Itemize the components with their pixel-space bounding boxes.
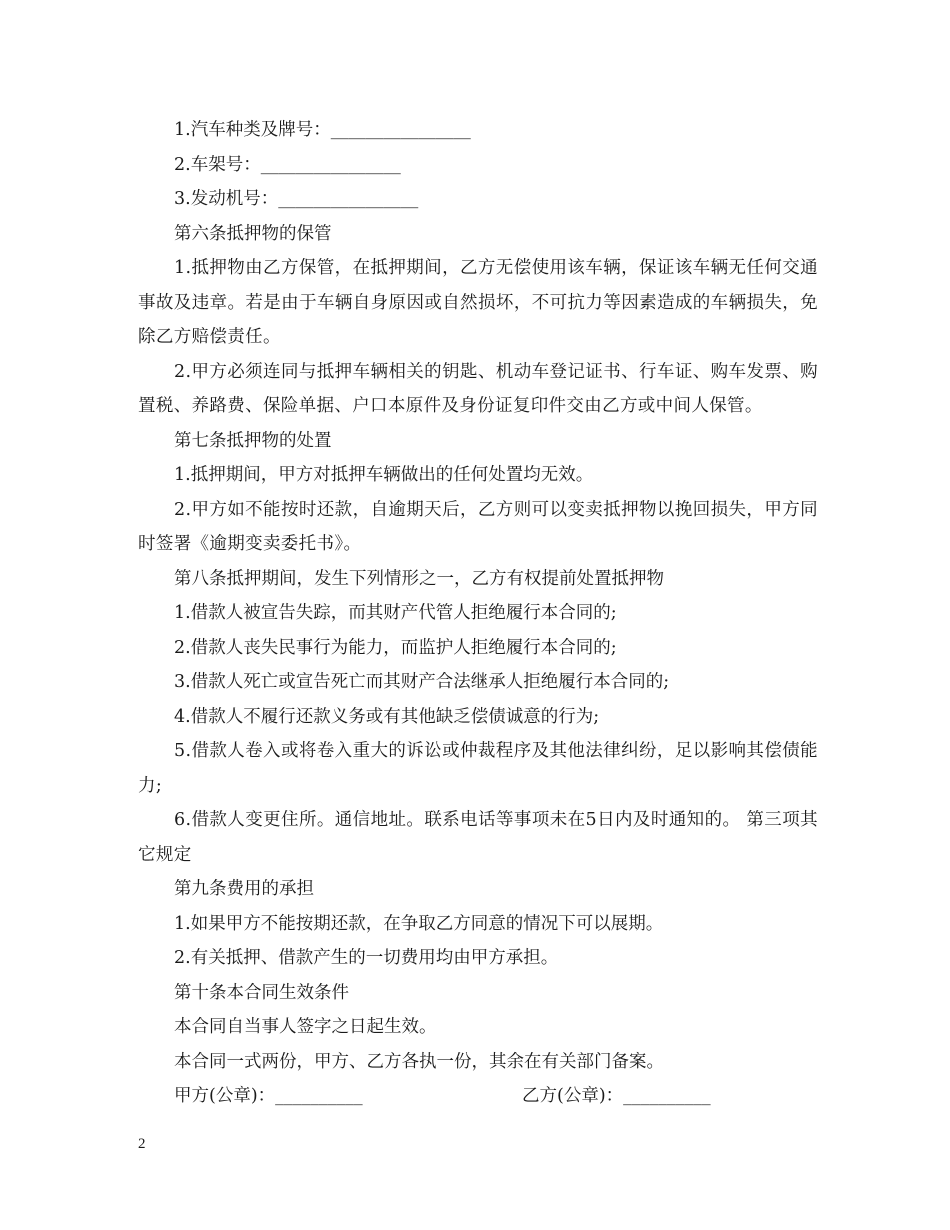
article-10-heading: 第十条本合同生效条件 [174,982,349,1003]
frame-number-blank: ________________ [260,154,401,175]
article-8-heading: 第八条抵押期间，发生下列情形之一，乙方有权提前处置抵押物 [174,568,664,589]
signature-row [138,1079,818,1114]
article-7-clause-2: 2.甲方如不能按时还款，自逾期天后，乙方则可以变卖抵押物以挽回损失，甲方同时签署《逾期变卖委托书》。 [138,499,818,554]
field-vehicle-type: 1.汽车种类及牌号：________________ [174,120,471,140]
document-body [138,113,818,1114]
article-8-clause-6: 6.借款人变更住所。通信地址。联系电话等事项未在5日内及时通知的。 第三项其它规定 [138,810,818,865]
field-frame-number: 2.车架号：________________ [174,154,401,175]
article-6-clause-2: 2.甲方必须连同与抵押车辆相关的钥匙、机动车登记证书、行车证、购车发票、购置税、养路费、保险单据、户口本原件及身份证复印件交由乙方或中间人保管。 [138,361,818,416]
page-number: 2 [138,1136,146,1152]
article-8-clause-3: 3.借款人死亡或宣告死亡而其财产合法继承人拒绝履行本合同的; [174,672,670,692]
article-8-clause-1: 1.借款人被宣告失踪，而其财产代管人拒绝履行本合同的; [174,603,617,623]
party-b-signature: 乙方(公章)：__________ [522,1086,711,1106]
article-9-clause-1: 1.如果甲方不能按期还款，在争取乙方同意的情况下可以展期。 [174,913,664,934]
copies-clause: 本合同一式两份，甲方、乙方各执一份，其余在有关部门备案。 [174,1051,664,1072]
party-a-seal-blank: __________ [275,1086,363,1106]
article-8-clause-4: 4.借款人不履行还款义务或有其他缺乏偿债诚意的行为; [174,706,600,727]
article-7-heading: 第七条抵押物的处置 [174,430,332,451]
article-8-clause-2: 2.借款人丧失民事行为能力，而监护人拒绝履行本合同的; [174,637,617,658]
article-7-clause-1: 1.抵押期间，甲方对抵押车辆做出的任何处置均无效。 [174,465,594,485]
engine-number-blank: ________________ [278,189,419,209]
vehicle-type-blank: ________________ [330,120,471,140]
article-9-clause-2: 2.有关抵押、借款产生的一切费用均由甲方承担。 [174,948,559,968]
party-b-seal-blank: __________ [623,1086,711,1106]
article-9-heading: 第九条费用的承担 [174,879,314,899]
effective-clause: 本合同自当事人签字之日起生效。 [174,1017,437,1037]
party-a-signature: 甲方(公章)：__________ [174,1086,363,1106]
article-8-clause-5: 5.借款人卷入或将卷入重大的诉讼或仲裁程序及其他法律纠纷，足以影响其偿债能力; [138,741,818,796]
article-6-clause-1: 1.抵押物由乙方保管，在抵押期间，乙方无偿使用该车辆，保证该车辆无任何交通事故及违章。若是由于车辆自身原因或自然损坏，不可抗力等因素造成的车辆损失，免除乙方赔偿责任。 [138,258,818,347]
article-6-heading: 第六条抵押物的保管 [174,223,332,244]
field-engine-number: 3.发动机号：________________ [174,189,419,209]
